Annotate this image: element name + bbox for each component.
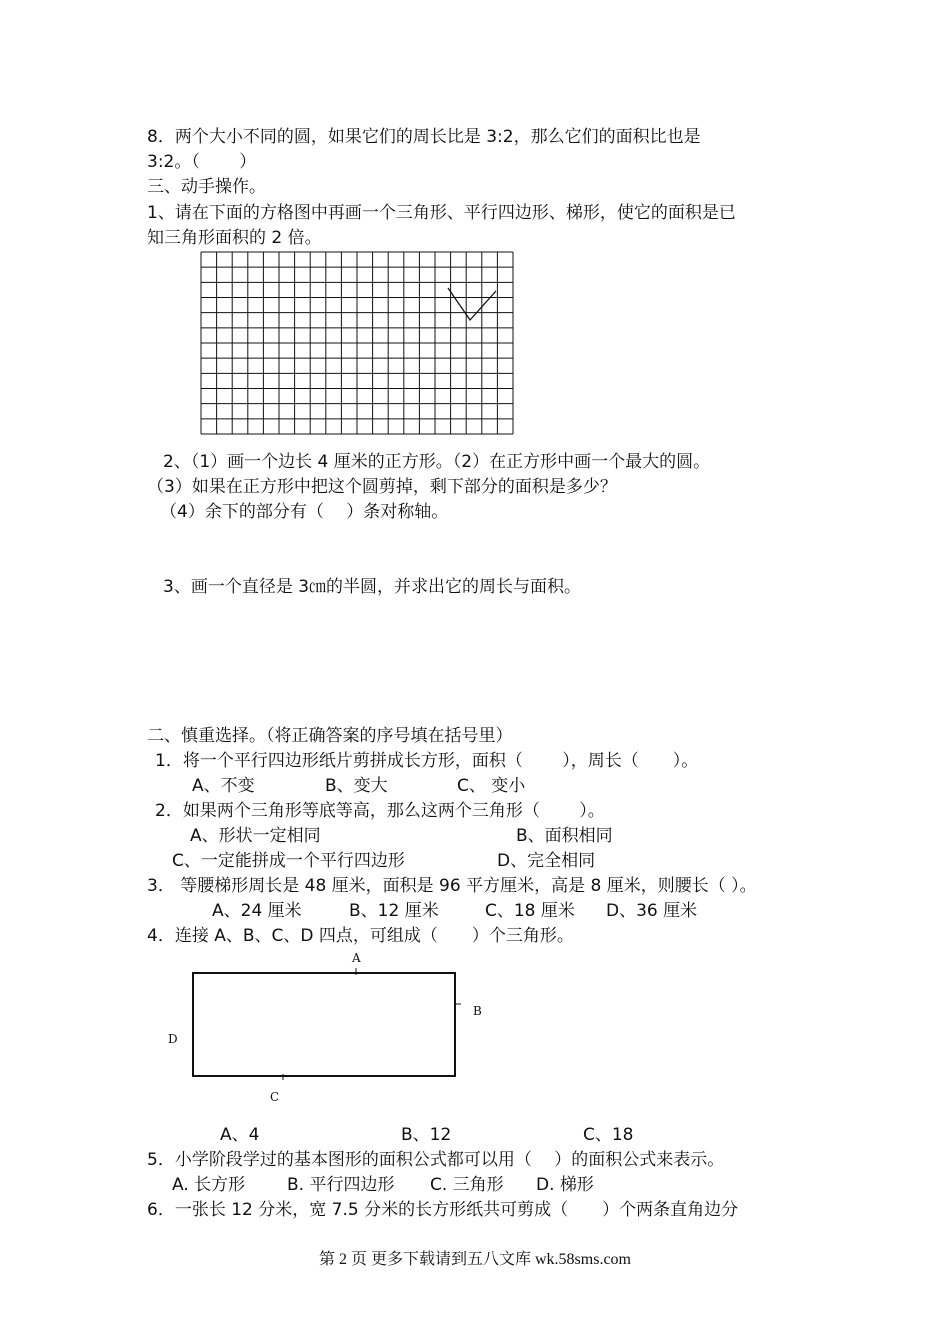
choice-q1-text: 1．将一个平行四边形纸片剪拼成长方形，面积（ ），周长（ ）。 xyxy=(155,751,699,771)
point-a-label: A xyxy=(352,951,361,965)
choice-q4-option-c: C、18 xyxy=(583,1125,634,1145)
choice-heading: 二、慎重选择。（将正确答案的序号填在括号里） xyxy=(147,726,513,746)
page-footer: 第 2 页 更多下载请到五八文库 wk.58sms.com xyxy=(318,1251,631,1268)
hands-on-q3: 3、画一个直径是 3㎝的半圆，并求出它的周长与面积。 xyxy=(163,577,582,597)
given-triangle xyxy=(448,288,496,320)
choice-q1-option-c: C、 变小 xyxy=(457,776,526,796)
choice-q4-text: 4．连接 A、B、C、D 四点，可组成（ ）个三角形。 xyxy=(147,926,574,946)
choice-q6-text: 6．一张长 12 分米，宽 7.5 分米的长方形纸共可剪成（ ）个两条直角边分 xyxy=(147,1200,739,1220)
choice-q3-option-b: B、12 厘米 xyxy=(349,901,439,921)
choice-q4-option-b: B、12 xyxy=(401,1125,452,1145)
hands-on-q2-line1: 2、（1）画一个边长 4 厘米的正方形。（2）在正方形中画一个最大的圆。 xyxy=(163,452,711,472)
hands-on-q2-line2: （3）如果在正方形中把这个圆剪掉，剩下部分的面积是多少？ xyxy=(147,477,617,497)
hands-on-q1-line2: 知三角形面积的 2 倍。 xyxy=(147,228,322,248)
choice-q1-option-a: A、不变 xyxy=(192,776,255,796)
tf-q8-line1: 8．两个大小不同的圆，如果它们的周长比是 3:2，那么它们的面积比也是 xyxy=(147,127,701,147)
choice-q3-option-d: D、36 厘米 xyxy=(606,901,698,921)
choice-q5-option-d: D. 梯形 xyxy=(536,1175,594,1195)
point-d-label: D xyxy=(168,1032,178,1046)
point-c-label: C xyxy=(270,1090,280,1104)
choice-q3-text: 3． 等腰梯形周长是 48 厘米，面积是 96 平方厘米，高是 8 厘米，则腰长（ ）。 xyxy=(147,876,757,896)
choice-q2-option-d: D、完全相同 xyxy=(497,851,596,871)
choice-q5-option-a: A. 长方形 xyxy=(172,1175,246,1195)
hands-on-heading: 三、动手操作。 xyxy=(147,177,266,197)
choice-q4-option-a: A、4 xyxy=(220,1125,260,1145)
rectangle-abcd xyxy=(193,973,455,1076)
choice-q5-option-b: B. 平行四边形 xyxy=(287,1175,395,1195)
choice-q2-option-a: A、形状一定相同 xyxy=(190,826,321,846)
choice-q3-option-c: C、18 厘米 xyxy=(485,901,575,921)
point-b-label: B xyxy=(473,1004,482,1018)
hands-on-q1-line1: 1、请在下面的方格图中再画一个三角形、平行四边形、梯形，使它的面积是已 xyxy=(147,203,736,223)
tf-q8-line2: 3:2。（ ） xyxy=(147,152,257,172)
choice-q2-option-b: B、面积相同 xyxy=(516,826,613,846)
square-grid xyxy=(201,252,513,434)
hands-on-q2-line3: （4）余下的部分有（ ）条对称轴。 xyxy=(160,502,449,522)
choice-q2-text: 2．如果两个三角形等底等高，那么这两个三角形（ ）。 xyxy=(155,801,605,821)
choice-q5-option-c: C. 三角形 xyxy=(430,1175,504,1195)
choice-q3-option-a: A、24 厘米 xyxy=(212,901,302,921)
choice-q2-option-c: C、一定能拼成一个平行四边形 xyxy=(172,851,405,871)
choice-q5-text: 5．小学阶段学过的基本图形的面积公式都可以用（ ）的面积公式来表示。 xyxy=(147,1150,725,1170)
choice-q1-option-b: B、变大 xyxy=(325,776,388,796)
